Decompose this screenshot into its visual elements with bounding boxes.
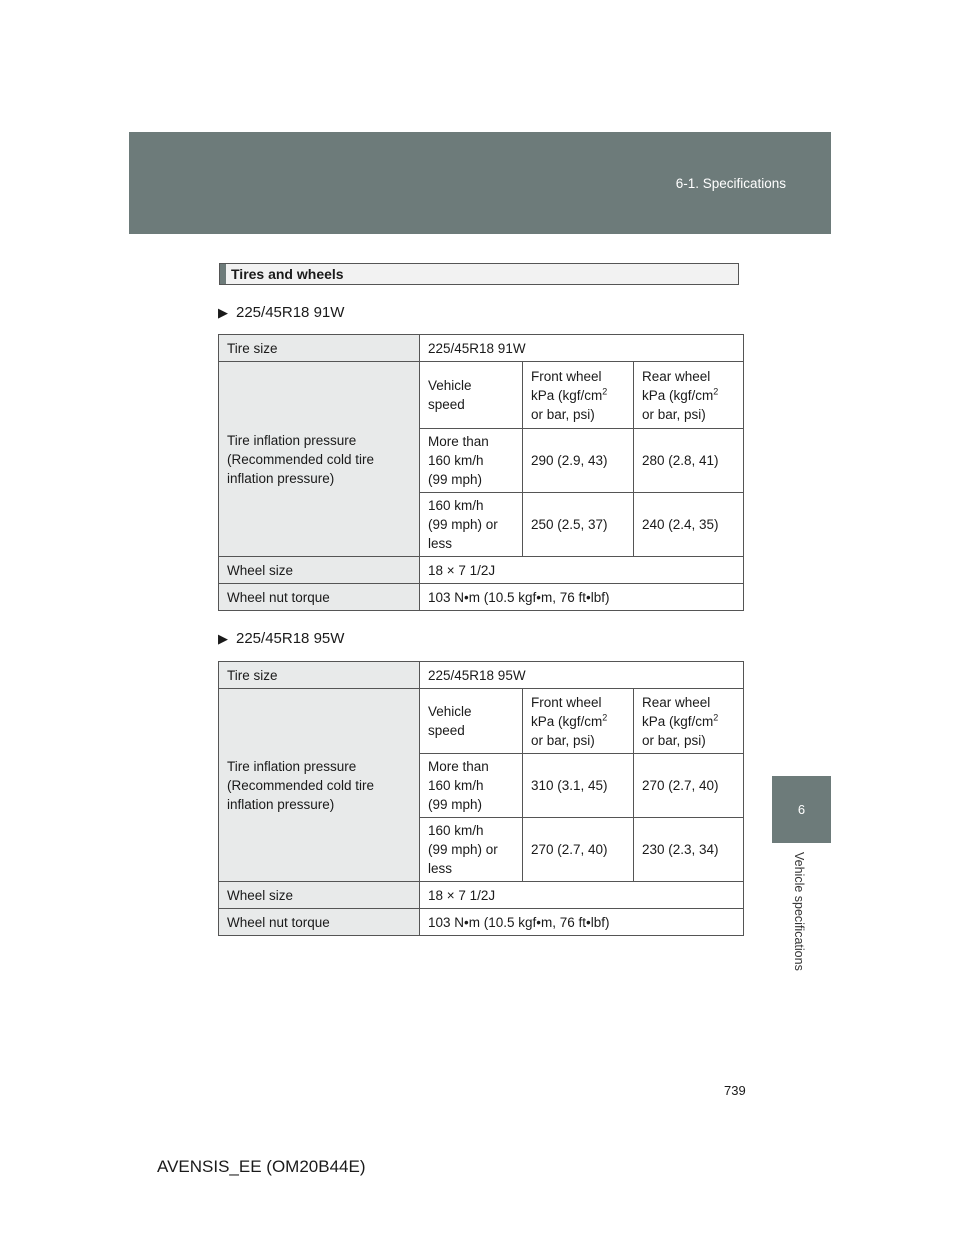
front-header-unit: kPa (kgf/cm bbox=[531, 713, 603, 729]
spec-table-1 bbox=[218, 334, 744, 611]
nut-torque-label: Wheel nut torque bbox=[219, 909, 420, 936]
speed-line: 160 km/h bbox=[428, 498, 484, 513]
speed-line: less bbox=[428, 536, 453, 551]
chapter-title: Vehicle specifications bbox=[792, 852, 806, 971]
rear-wheel-header bbox=[634, 689, 744, 754]
speed-line: More than bbox=[428, 759, 489, 774]
rear-header-line: or bar, psi) bbox=[642, 732, 706, 748]
speed-high bbox=[420, 429, 523, 493]
tire-size-label: Tire size bbox=[219, 335, 420, 362]
spec-table-2 bbox=[218, 661, 744, 936]
nut-torque-value: 103 N•m (10.5 kgf•m, 76 ft•lbf) bbox=[420, 909, 744, 936]
variant-heading-text: 225/45R18 91W bbox=[236, 304, 345, 321]
rear-header-unit: kPa (kgf/cm bbox=[642, 713, 714, 729]
front-header-line bbox=[531, 712, 633, 731]
rear-header-sup: 2 bbox=[713, 386, 719, 396]
pressure-label bbox=[219, 362, 420, 557]
front-pressure-low: 270 (2.7, 40) bbox=[523, 818, 634, 882]
speed-line: less bbox=[428, 861, 453, 876]
variant-heading-text: 225/45R18 95W bbox=[236, 630, 345, 647]
table-row bbox=[219, 557, 744, 584]
table-row bbox=[219, 882, 744, 909]
page-number: 739 bbox=[724, 1083, 746, 1098]
table-row bbox=[219, 362, 744, 429]
table-row bbox=[219, 335, 744, 362]
front-header-line: or bar, psi) bbox=[531, 406, 595, 422]
section-title bbox=[219, 263, 739, 285]
speed-line: More than bbox=[428, 434, 489, 449]
pressure-label-line: (Recommended cold tire bbox=[227, 451, 375, 467]
speed-line: (99 mph) bbox=[428, 472, 483, 487]
document-footer: AVENSIS_EE (OM20B44E) bbox=[157, 1157, 366, 1176]
pressure-label-line: (Recommended cold tire bbox=[227, 777, 375, 793]
front-pressure-high: 310 (3.1, 45) bbox=[523, 754, 634, 818]
front-wheel-header bbox=[523, 689, 634, 754]
rear-header-line bbox=[642, 712, 743, 731]
table-row bbox=[219, 662, 744, 689]
variant-heading-1 bbox=[218, 304, 344, 321]
pressure-label bbox=[219, 689, 420, 882]
front-pressure-high: 290 (2.9, 43) bbox=[523, 429, 634, 493]
front-header-line bbox=[531, 386, 633, 405]
variant-heading-2 bbox=[218, 630, 344, 647]
front-header-line: Front wheel bbox=[531, 368, 602, 384]
arrow-icon: ▶ bbox=[218, 305, 228, 320]
front-header-line: or bar, psi) bbox=[531, 732, 595, 748]
wheel-size-label: Wheel size bbox=[219, 882, 420, 909]
speed-header-line: speed bbox=[428, 723, 465, 738]
speed-header-line: Vehicle bbox=[428, 378, 472, 393]
speed-header-line: Vehicle bbox=[428, 704, 472, 719]
table-row bbox=[219, 909, 744, 936]
front-header-line: Front wheel bbox=[531, 694, 602, 710]
tire-size-value: 225/45R18 95W bbox=[420, 662, 744, 689]
pressure-label-line: inflation pressure) bbox=[227, 470, 335, 486]
section-title-bar bbox=[220, 264, 226, 284]
table-row bbox=[219, 584, 744, 611]
rear-header-unit: kPa (kgf/cm bbox=[642, 387, 714, 403]
rear-wheel-header bbox=[634, 362, 744, 429]
speed-header bbox=[420, 689, 523, 754]
pressure-label-line: Tire inflation pressure bbox=[227, 432, 357, 448]
speed-line: 160 km/h bbox=[428, 823, 484, 838]
front-header-sup: 2 bbox=[602, 386, 608, 396]
rear-header-line: or bar, psi) bbox=[642, 406, 706, 422]
tire-size-value: 225/45R18 91W bbox=[420, 335, 744, 362]
speed-line: 160 km/h bbox=[428, 453, 484, 468]
front-header-unit: kPa (kgf/cm bbox=[531, 387, 603, 403]
section-title-text: Tires and wheels bbox=[231, 266, 344, 282]
header-section-label: 6-1. Specifications bbox=[675, 176, 786, 191]
speed-line: (99 mph) or bbox=[428, 842, 498, 857]
rear-pressure-high: 280 (2.8, 41) bbox=[634, 429, 744, 493]
speed-line: (99 mph) bbox=[428, 797, 483, 812]
speed-low bbox=[420, 493, 523, 557]
tire-size-label: Tire size bbox=[219, 662, 420, 689]
rear-pressure-low: 240 (2.4, 35) bbox=[634, 493, 744, 557]
rear-pressure-high: 270 (2.7, 40) bbox=[634, 754, 744, 818]
rear-header-sup: 2 bbox=[713, 712, 719, 722]
arrow-icon: ▶ bbox=[218, 631, 228, 646]
front-header-sup: 2 bbox=[602, 712, 608, 722]
speed-high bbox=[420, 754, 523, 818]
wheel-size-value: 18 × 7 1/2J bbox=[420, 882, 744, 909]
rear-header-line bbox=[642, 386, 743, 405]
rear-pressure-low: 230 (2.3, 34) bbox=[634, 818, 744, 882]
pressure-label-line: inflation pressure) bbox=[227, 796, 335, 812]
speed-header bbox=[420, 362, 523, 429]
chapter-number-tab: 6 bbox=[772, 776, 831, 843]
speed-header-line: speed bbox=[428, 397, 465, 412]
table-row bbox=[219, 689, 744, 754]
nut-torque-value: 103 N•m (10.5 kgf•m, 76 ft•lbf) bbox=[420, 584, 744, 611]
header-band bbox=[129, 132, 831, 234]
speed-low bbox=[420, 818, 523, 882]
front-wheel-header bbox=[523, 362, 634, 429]
speed-line: 160 km/h bbox=[428, 778, 484, 793]
wheel-size-value: 18 × 7 1/2J bbox=[420, 557, 744, 584]
nut-torque-label: Wheel nut torque bbox=[219, 584, 420, 611]
speed-line: (99 mph) or bbox=[428, 517, 498, 532]
rear-header-line: Rear wheel bbox=[642, 368, 711, 384]
wheel-size-label: Wheel size bbox=[219, 557, 420, 584]
front-pressure-low: 250 (2.5, 37) bbox=[523, 493, 634, 557]
pressure-label-line: Tire inflation pressure bbox=[227, 758, 357, 774]
rear-header-line: Rear wheel bbox=[642, 694, 711, 710]
